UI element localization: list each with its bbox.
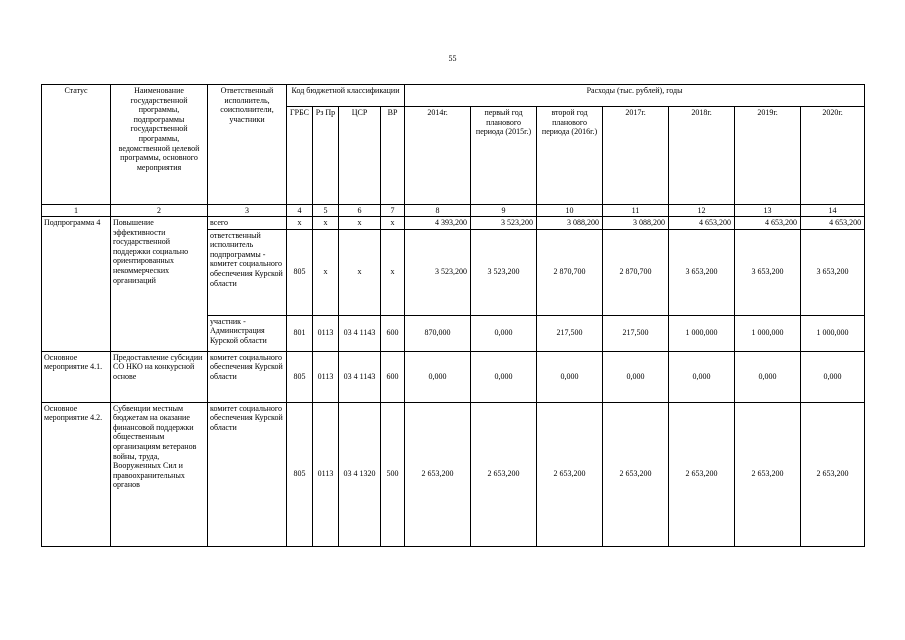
executor-cell: ответственный исполнитель подпрограммы - комитет социального обеспечения Курской области (208, 229, 287, 315)
rzpr-cell: х (313, 229, 339, 315)
column-number: 11 (603, 205, 669, 217)
vr-cell: х (381, 229, 405, 315)
header-csr: ЦСР (339, 107, 381, 205)
vr-cell: 600 (381, 351, 405, 402)
header-rzpr: Рз Пр (313, 107, 339, 205)
value-cell: 0,000 (801, 351, 865, 402)
header-row-top (42, 85, 865, 107)
value-cell: 4 653,200 (801, 217, 865, 230)
value-cell: 0,000 (471, 351, 537, 402)
csr-cell: 03 4 1143 (339, 351, 381, 402)
value-cell: 4 653,200 (669, 217, 735, 230)
value-cell: 0,000 (471, 315, 537, 351)
column-number: 4 (287, 205, 313, 217)
value-cell: 2 870,700 (537, 229, 603, 315)
status-cell: Основное мероприятие 4.2. (42, 402, 111, 546)
value-cell: 2 653,200 (801, 402, 865, 546)
value-cell: 3 653,200 (669, 229, 735, 315)
value-cell: 4 653,200 (735, 217, 801, 230)
grbs-cell: 805 (287, 402, 313, 546)
value-cell: 3 523,200 (471, 229, 537, 315)
csr-cell: 03 4 1143 (339, 315, 381, 351)
value-cell: 3 653,200 (735, 229, 801, 315)
value-cell: 1 000,000 (669, 315, 735, 351)
value-cell: 2 653,200 (471, 402, 537, 546)
value-cell: 2 653,200 (669, 402, 735, 546)
value-cell: 3 653,200 (801, 229, 865, 315)
column-number: 5 (313, 205, 339, 217)
name-cell: Предоставление субсидии СО НКО на конкурсной основе (111, 351, 208, 402)
budget-table (41, 84, 865, 547)
table-row-act42 (42, 402, 865, 546)
value-cell: 2 870,700 (603, 229, 669, 315)
value-cell: 1 000,000 (735, 315, 801, 351)
value-cell: 2 653,200 (405, 402, 471, 546)
grbs-cell: 801 (287, 315, 313, 351)
executor-cell: участник - Администрация Курской области (208, 315, 287, 351)
value-cell: 3 523,200 (471, 217, 537, 230)
header-name: Наименование государственной программы, подпрограммы государственной программы, ведомственной целевой программы, основного мероприятия (111, 85, 208, 205)
column-number: 13 (735, 205, 801, 217)
header-grbs: ГРБС (287, 107, 313, 205)
column-number: 12 (669, 205, 735, 217)
header-2014: 2014г. (405, 107, 471, 205)
column-number: 9 (471, 205, 537, 217)
value-cell: 3 088,200 (603, 217, 669, 230)
value-cell: 0,000 (735, 351, 801, 402)
header-2017: 2017г. (603, 107, 669, 205)
column-number: 10 (537, 205, 603, 217)
column-number: 2 (111, 205, 208, 217)
value-cell: 3 088,200 (537, 217, 603, 230)
csr-cell: х (339, 229, 381, 315)
column-number: 14 (801, 205, 865, 217)
header-2018: 2018г. (669, 107, 735, 205)
grbs-cell: х (287, 217, 313, 230)
page-number: 55 (448, 54, 457, 63)
executor-cell: комитет социального обеспечения Курской области (208, 402, 287, 546)
value-cell: 0,000 (405, 351, 471, 402)
header-vr: ВР (381, 107, 405, 205)
value-cell: 1 000,000 (801, 315, 865, 351)
column-number: 6 (339, 205, 381, 217)
column-number: 3 (208, 205, 287, 217)
name-cell: Повышение эффективности государственной поддержки социально ориентированных некоммерческих организаций (111, 217, 208, 352)
executor-cell: всего (208, 217, 287, 230)
value-cell: 3 523,200 (405, 229, 471, 315)
vr-cell: 500 (381, 402, 405, 546)
rzpr-cell: 0113 (313, 315, 339, 351)
value-cell: 0,000 (603, 351, 669, 402)
vr-cell: 600 (381, 315, 405, 351)
executor-cell: комитет социального обеспечения Курской области (208, 351, 287, 402)
value-cell: 0,000 (669, 351, 735, 402)
header-executor: Ответственный исполнитель, соисполнители, участники (208, 85, 287, 205)
column-number: 7 (381, 205, 405, 217)
header-plan2: второй год планового периода (2016г.) (537, 107, 603, 205)
header-plan1: первый год планового периода (2015г.) (471, 107, 537, 205)
name-cell: Субвенции местным бюджетам на оказание финансовой поддержки общественным организациям ветеранов войны, труда, Вооруженных Сил и правоохранительных органов (111, 402, 208, 546)
value-cell: 4 393,200 (405, 217, 471, 230)
csr-cell: 03 4 1320 (339, 402, 381, 546)
vr-cell: х (381, 217, 405, 230)
table-row-sub4-total (42, 217, 865, 230)
grbs-cell: 805 (287, 229, 313, 315)
column-number: 1 (42, 205, 111, 217)
value-cell: 217,500 (603, 315, 669, 351)
status-cell: Подпрограмма 4 (42, 217, 111, 352)
rzpr-cell: 0113 (313, 402, 339, 546)
value-cell: 0,000 (537, 351, 603, 402)
rzpr-cell: х (313, 217, 339, 230)
header-expenses: Расходы (тыс. рублей), годы (405, 85, 865, 107)
header-2020: 2020г. (801, 107, 865, 205)
value-cell: 2 653,200 (735, 402, 801, 546)
csr-cell: х (339, 217, 381, 230)
value-cell: 870,000 (405, 315, 471, 351)
rzpr-cell: 0113 (313, 351, 339, 402)
status-cell: Основное мероприятие 4.1. (42, 351, 111, 402)
table-row-act41 (42, 351, 865, 402)
column-number: 8 (405, 205, 471, 217)
grbs-cell: 805 (287, 351, 313, 402)
value-cell: 2 653,200 (537, 402, 603, 546)
header-status: Статус (42, 85, 111, 205)
value-cell: 2 653,200 (603, 402, 669, 546)
column-number-row (42, 205, 865, 217)
header-budget-code: Код бюджетной классификации (287, 85, 405, 107)
header-2019: 2019г. (735, 107, 801, 205)
value-cell: 217,500 (537, 315, 603, 351)
